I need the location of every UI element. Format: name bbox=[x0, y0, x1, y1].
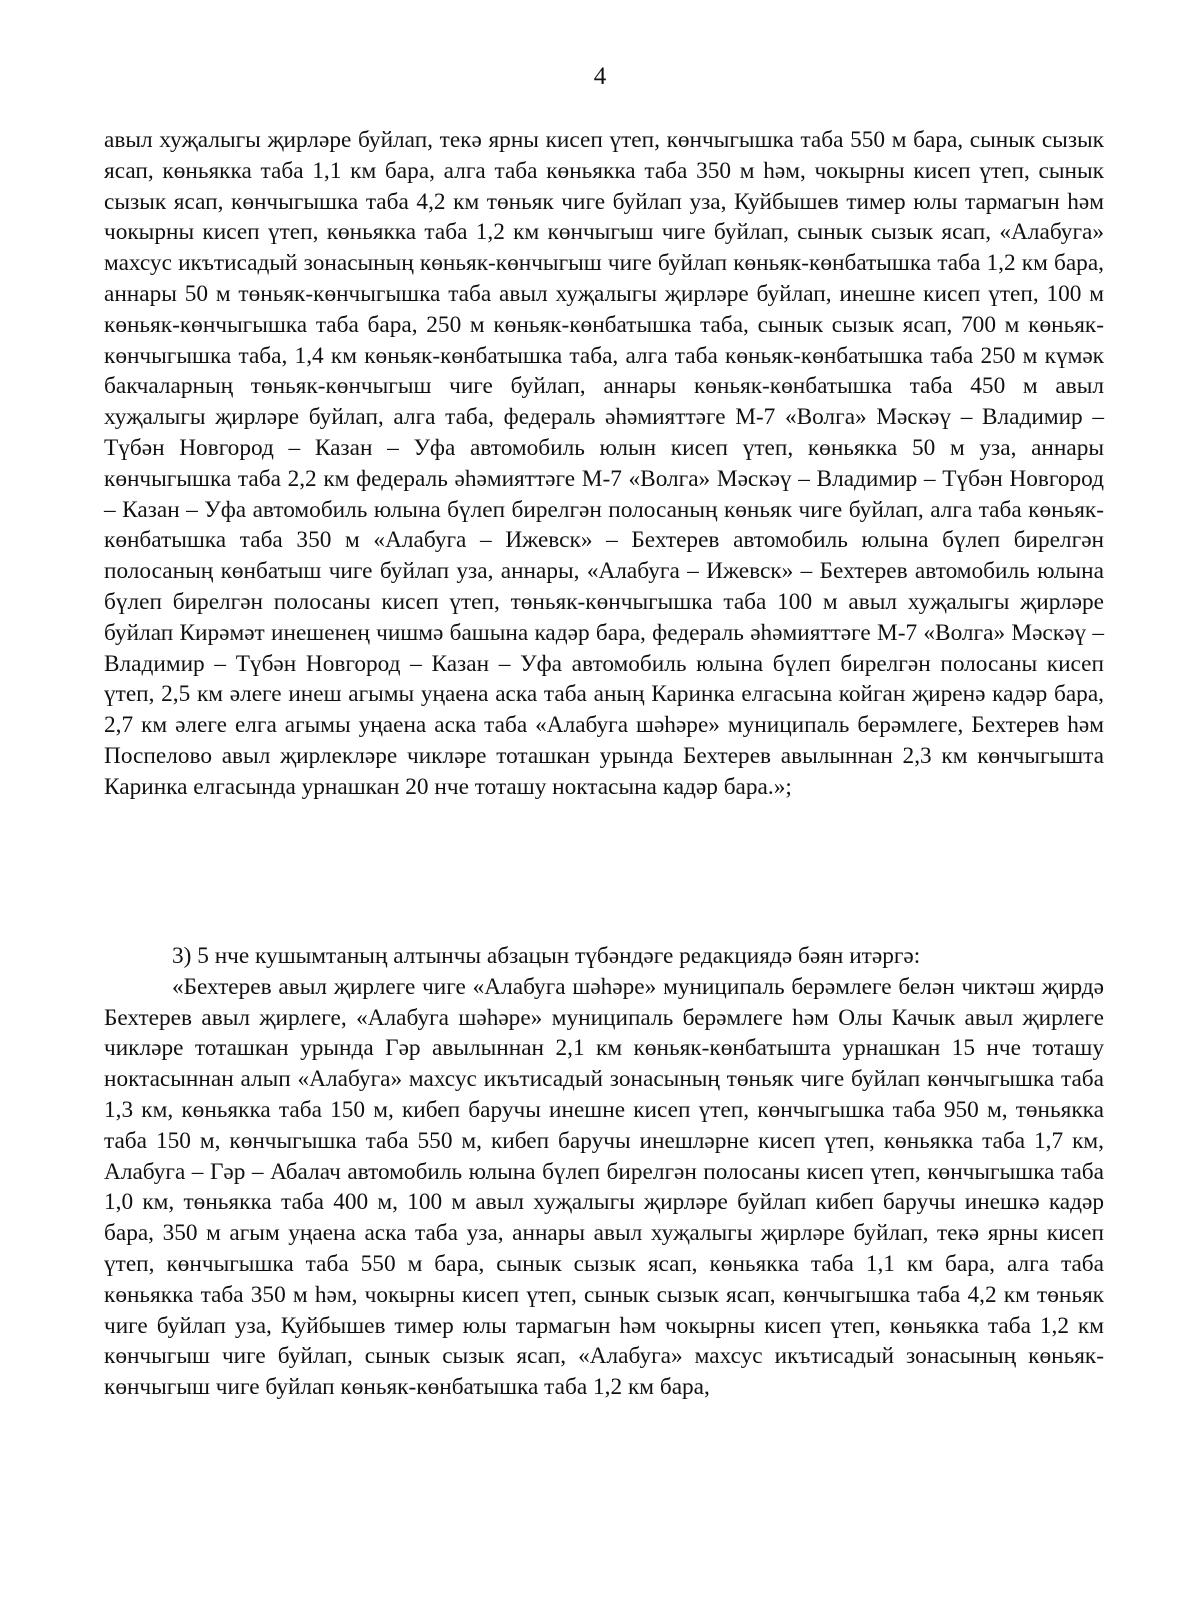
text-block-amendment bbox=[104, 941, 1104, 1403]
text-block-continuation bbox=[104, 125, 1104, 803]
paragraph-continuation: авыл хуҗалыгы җирләре буйлап, текә ярны кисеп үтеп, көнчыгышка таба 550 м бара, сынык сызык ясап, көньякка таба 1,1 км бара, алга таба көньякка таба 350 м һәм, чокырны кисеп үтеп, сынык сызык ясап, көнчыгышка таба 4,2 км төньяк чиге буйлап уза, Куйбышев тимер юлы тармагын һәм чокырны кисеп үтеп, көньякка таба 1,2 км көнчыгыш чиге буйлап, сынык сызык ясап, «Алабуга» махсус икътисадый зонасының көньяк-көнчыгыш чиге буйлап көньяк-көнбатышка таба 1,2 км бара, аннары 50 м төньяк-көнчыгышка таба авыл хуҗалыгы җирләре буйлап, инешне кисеп үтеп, 100 м көньяк-көнчыгышка таба бара, 250 м көньяк-көнбатышка таба, сынык сызык ясап, 700 м көньяк-көнчыгышка таба, 1,4 км көньяк-көнбатышка таба, алга таба көньяк-көнбатышка таба 250 м күмәк бакчаларның төньяк-көнчыгыш чиге буйлап, аннары көньяк-көнбатышка таба 450 м авыл хуҗалыгы җирләре буйлап, алга таба, федераль әһәмияттәге М-7 «Волга» Мәскәү – Владимир – Түбән Новгород – Казан – Уфа автомобиль юлын кисеп үтеп, көньякка 50 м уза, аннары көнчыгышка таба 2,2 км федераль әһәмияттәге М-7 «Волга» Мәскәү – Владимир – Түбән Новгород – Казан – Уфа автомобиль юлына бүлеп бирелгән полосаның көньяк чиге буйлап, алга таба көньяк-көнбатышка таба 350 м «Алабуга – Ижевск» – Бехтерев автомобиль юлына бүлеп бирелгән полосаның көнбатыш чиге буйлап уза, аннары, «Алабуга – Ижевск» – Бехтерев автомобиль юлына бүлеп бирелгән полосаны кисеп үтеп, төньяк-көнчыгышка таба 100 м авыл хуҗалыгы җирләре буйлап Кирәмәт инешенең чишмә башына кадәр бара, федераль әһәмияттәге М-7 «Волга» Мәскәү – Владимир – Түбән Новгород – Казан – Уфа автомобиль юлына бүлеп бирелгән полосаны кисеп үтеп, 2,5 км әлеге инеш агымы уңаена аска таба аның Каринка елгасына койган җиренә кадәр бара, 2,7 км әлеге елга агымы уңаена аска таба «Алабуга шәһәре» муниципаль берәмлеге, Бехтерев һәм Поспелово авыл җирлекләре чикләре тоташкан урында Бехтерев авылыннан 2,3 км көнчыгышта Каринка елгасында урнашкан 20 нче тоташу ноктасына кадәр бара.»; bbox=[104, 127, 1104, 800]
paragraph-amendment-body: «Бехтерев авыл җирлеге чиге «Алабуга шәһәре» муниципаль берәмлеге белән чиктәш җирдә Бехтерев авыл җирлеге, «Алабуга шәһәре» муниципаль берәмлеге һәм Олы Качык авыл җирлеге чикләре тоташкан урында Гәр авылыннан 2,1 км көньяк-көнбатышта урнашкан 15 нче тоташу ноктасыннан алып «Алабуга» махсус икътисадый зонасының төньяк чиге буйлап көнчыгышка таба 1,3 км, көньякка таба 150 м, кибеп баручы инешне кисеп үтеп, көнчыгышка таба 950 м, төньякка таба 150 м, көнчыгышка таба 550 м, кибеп баручы инешләрне кисеп үтеп, көньякка таба 1,7 км, Алабуга – Гәр – Абалач автомобиль юлына бүлеп бирелгән полосаны кисеп үтеп, көнчыгышка таба 1,0 км, төньякка таба 400 м, 100 м авыл хуҗалыгы җирләре буйлап кибеп баручы инешкә кадәр бара, 350 м агым уңаена аска таба уза, аннары авыл хуҗалыгы җирләре буйлап, текә ярны кисеп үтеп, көнчыгышка таба 550 м бара, сынык сызык ясап, көньякка таба 1,1 км бара, алга таба көньякка таба 350 м һәм, чокырны кисеп үтеп, сынык сызык ясап, көнчыгышка таба 4,2 км төньяк чиге буйлап уза, Куйбышев тимер юлы тармагын һәм чокырны кисеп үтеп, көньякка таба 1,2 км көнчыгыш чиге буйлап, сынык сызык ясап, «Алабуга» махсус икътисадый зонасының көньяк-көнчыгыш чиге буйлап көньяк-көнбатышка таба 1,2 км бара, bbox=[104, 973, 1104, 1401]
page-number: 4 bbox=[593, 63, 607, 90]
paragraph-amendment-heading: 3) 5 нче кушымтаның алтынчы абзацын түбәндәге редакциядә бәян итәргә: bbox=[172, 943, 921, 969]
